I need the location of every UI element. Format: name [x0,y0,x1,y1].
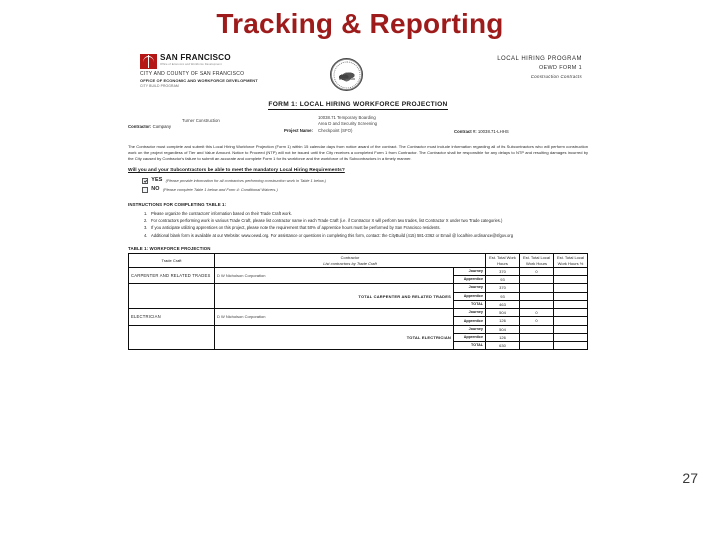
instruction-number: 1. [144,210,148,216]
instruction-item [144,225,588,231]
header-est-total-local-work-hours: Est. Total Local Work Hours [520,254,554,267]
contract-label: Contract #: [454,128,477,134]
contractor-field [128,118,278,130]
cell-local-work-hours-pct [554,325,588,333]
cell-contractor: D W Nicholson Corporation [215,267,454,284]
header-trade-craft: Trade Craft [129,254,215,267]
cell-worker-type: Journey [454,267,486,275]
checkbox-yes-icon[interactable] [142,178,148,184]
instruction-number: 3. [144,225,148,231]
cell-local-work-hours-pct [554,276,588,284]
san-francisco-logo [140,54,231,69]
cell-trade-craft: CARPENTER AND RELATED TRADES [129,267,215,284]
cell-local-work-hours [520,325,554,333]
cell-local-work-hours: 0 [520,309,554,317]
cell-work-hours: 370 [486,267,520,275]
table-row [129,325,588,333]
cell-contractor: TOTAL CARPENTER AND RELATED TRADES [215,284,454,309]
contract-value: 10038.71-LHHS [477,128,509,134]
table-title: TABLE 1: WORKFORCE PROJECTION [128,245,211,251]
question-text: Will you and your Subcontractors be able to meet the mandatory Local Hiring Requirements? [128,168,345,174]
header-contractor-sub: List contractors by Trade Craft [323,260,377,266]
table-row [129,267,588,275]
contractor-value-line2: Company [152,123,171,129]
header-est-total-local-work-hours-pct: Est. Total Local Work Hours % [554,254,588,267]
cell-local-work-hours: 0 [520,267,554,275]
form-title [124,101,592,110]
checkbox-no-icon[interactable] [142,187,148,193]
logo-name: SAN FRANCISCO [160,53,231,62]
agency-line-1: CITY AND COUNTY OF SAN FRANCISCO [140,71,245,77]
cell-work-hours: 126 [486,333,520,341]
page-number: 27 [682,470,698,486]
cell-local-work-hours-pct [554,292,588,300]
instruction-number: 2. [144,218,148,224]
header-contractor-main: Contractor [340,255,360,261]
cell-work-hours: 93 [486,276,520,284]
logo-tagline: Office of Economic and Workforce Development [160,63,222,67]
golden-gate-bridge-icon [140,54,157,69]
cell-work-hours: 463 [486,300,520,308]
cell-contractor: TOTAL ELECTRICIAN [215,325,454,350]
cell-trade-craft [129,325,215,350]
option-yes[interactable] [142,177,588,184]
option-yes-description: (Please provide information for all contractors performing construction work in Table 1 below.) [165,178,327,184]
cell-local-work-hours [520,342,554,350]
contractor-value-line1: Turner Construction [182,118,220,124]
cell-trade-craft: ELECTRICIAN [129,309,215,326]
instruction-item [144,233,588,239]
cell-worker-type: Journey [454,284,486,292]
cell-local-work-hours [520,300,554,308]
form-title-text: FORM 1: LOCAL HIRING WORKFORCE PROJECTION [268,101,448,108]
instruction-item [144,211,588,217]
instructions-title: INSTRUCTIONS FOR COMPLETING TABLE 1: [128,201,227,207]
project-value-line3: Checkpoint (SFO) [318,128,353,134]
header-contractor [215,254,486,267]
header-right-line-2: OEWD FORM 1 [538,65,582,72]
cell-local-work-hours [520,292,554,300]
instruction-text: If you anticipate utilizing apprentices on this project, please note the requirement that 50% of apprentice hours must be performed by San Francisco residents. [151,225,441,231]
cell-work-hours: 504 [486,309,520,317]
page-title: Tracking & Reporting [216,8,504,39]
instruction-text: Please organize the contractors' information based on their Trade Craft work. [151,210,292,216]
instruction-text: For contractors performing work in various Trade Craft, please list contractor name in each Trade Craft (i.e. if Contractor X will perform two trades, list Contractor X under two Trade categories.) [151,218,503,224]
cell-work-hours: 126 [486,317,520,325]
instructions-list [144,211,588,239]
form-paragraph: The Contractor must complete and submit this Local Hiring Workforce Projection (Form 1) within 15 calendar days from notice award of the contract. The Contractor must include information regarding all of its Subcontractors who will perform construction work on the project regardless of Tier and Value Amount. Notice to Proceed (NTP) will not be issued until the City receives a completed Form 1 from Contractor. The Contractor shall be responsible for any delays to NTP and resulting damages incurred by the City caused by Contractor's failure to submit an accurate and complete Form 1 for its workforce and the workforce of its Subcontractors in a timely manner. [128,143,588,161]
cell-local-work-hours [520,333,554,341]
document-header-right [497,56,582,80]
cell-work-hours: 630 [486,342,520,350]
form-document-image [124,52,592,514]
agency-line-3: CITY BUILD PROGRAM [140,84,179,89]
cell-work-hours: 93 [486,292,520,300]
cell-local-work-hours-pct [554,342,588,350]
cell-trade-craft [129,284,215,309]
agency-line-2: OFFICE OF ECONOMIC AND WORKFORCE DEVELOPMENT [140,78,258,84]
table-body [129,267,588,350]
project-label: Project Name: [284,128,313,134]
table-row [129,284,588,292]
eligibility-question-block [128,168,588,193]
contract-field [454,129,509,135]
contractor-label: Contractor: [128,123,152,129]
cell-local-work-hours-pct [554,317,588,325]
option-no[interactable] [142,186,588,193]
project-value-line2: Area D and Security Screening [318,120,377,126]
cell-worker-type: Journey [454,325,486,333]
document-header [124,52,592,98]
cell-local-work-hours: 0 [520,317,554,325]
form-meta-row [124,116,592,138]
cell-worker-type: Apprentice [454,317,486,325]
option-no-label: NO [151,186,160,193]
agency-lines [140,71,258,89]
cell-worker-type: TOTAL [454,300,486,308]
header-right-line-3: Construction Contracts [530,73,582,79]
cell-worker-type: Apprentice [454,292,486,300]
project-value-line1: 10038.71 Temporary Boarding [318,114,376,120]
cell-worker-type: TOTAL [454,342,486,350]
instruction-item [144,218,588,224]
cell-contractor: D W Nicholson Corporation [215,309,454,326]
cell-local-work-hours-pct [554,284,588,292]
cell-worker-type: Apprentice [454,276,486,284]
header-est-total-work-hours: Est. Total Work Hours [486,254,520,267]
city-seal-icon [330,58,363,91]
table-head [129,254,588,267]
cell-local-work-hours [520,276,554,284]
cell-local-work-hours-pct [554,267,588,275]
cell-worker-type: Journey [454,309,486,317]
cell-local-work-hours-pct [554,300,588,308]
option-yes-label: YES [151,177,163,184]
project-field [284,114,434,134]
cell-local-work-hours-pct [554,333,588,341]
cell-work-hours: 504 [486,325,520,333]
cell-local-work-hours-pct [554,309,588,317]
cell-work-hours: 370 [486,284,520,292]
cell-local-work-hours [520,284,554,292]
table-row [129,309,588,317]
header-right-line-1: LOCAL HIRING PROGRAM [497,56,582,62]
instruction-text: Additional blank form is available at our Website: www.oewd.org. For assistance or questions in completing this form, contact: the CityBuild (415) 581-2362 or Email @ localhire.ordinance@sfgov.org [151,232,513,238]
option-no-description: (Please complete Table 1 below and Form 4: Conditional Waivers.) [162,187,278,193]
table-header-row [129,254,588,267]
workforce-projection-table [128,253,588,350]
instruction-number: 4. [144,232,148,238]
cell-worker-type: Apprentice [454,333,486,341]
